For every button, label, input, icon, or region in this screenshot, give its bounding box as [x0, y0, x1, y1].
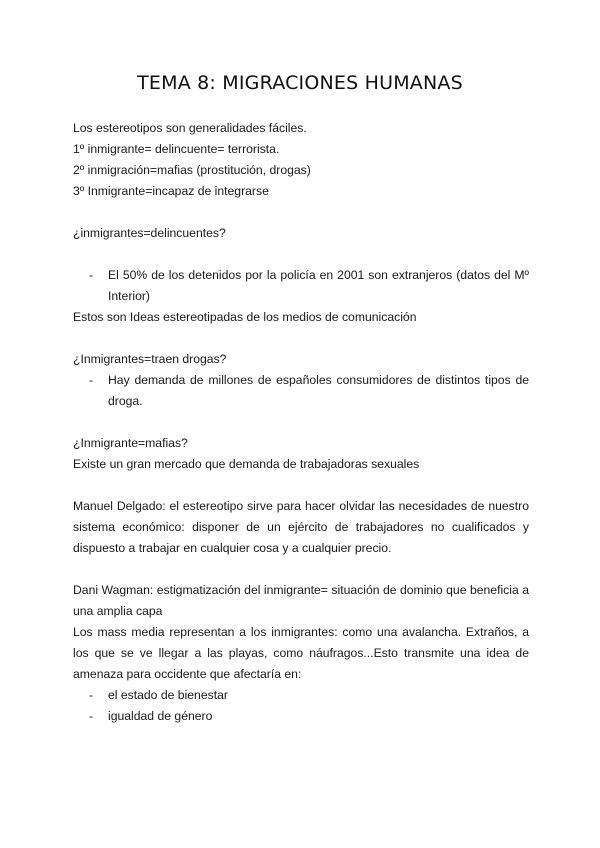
bullet-list	[73, 370, 529, 412]
mass-media-paragraph: Los mass media representan a los inmigrantes: como una avalancha. Extraños, a los que se ve llegar a las playas, como náufragos...Esto transmite una idea de amenaza para occidente que afectaría en:	[73, 625, 529, 681]
stereotype-note: Estos son Ideas estereotipadas de los medios de comunicación	[73, 310, 417, 324]
list-item	[73, 685, 529, 706]
intro-line-4: 3º Inmigrante=incapaz de integrarse	[73, 184, 269, 198]
bullet-list	[73, 265, 529, 307]
spacer	[73, 328, 529, 349]
wagman-paragraph: Dani Wagman: estigmatización del inmigrante= situación de dominio que beneficia a una amplia capa	[73, 583, 529, 618]
question-drogas: ¿Inmigrantes=traen drogas?	[73, 352, 227, 366]
question-delincuentes: ¿inmigrantes=delincuentes?	[73, 226, 226, 240]
bullet-dash: -	[89, 268, 94, 282]
bullet-text: el estado de bienestar	[108, 688, 228, 702]
bullet-dash: -	[89, 373, 94, 387]
spacer	[73, 475, 529, 496]
spacer	[73, 244, 529, 265]
bullet-text: El 50% de los detenidos por la policía en 2001 son extranjeros (datos del Mº Interior)	[108, 268, 529, 303]
mafias-text: Existe un gran mercado que demanda de trabajadoras sexuales	[73, 457, 420, 471]
intro-line-3: 2º inmigración=mafias (prostitución, drogas)	[73, 163, 311, 177]
spacer	[73, 412, 529, 433]
bullet-text: Hay demanda de millones de españoles consumidores de distintos tipos de droga.	[108, 373, 529, 408]
intro-line-1: Los estereotipos son generalidades fáciles.	[73, 121, 307, 135]
bullet-text: igualdad de género	[108, 709, 213, 723]
intro-line-2: 1º inmigrante= delincuente= terrorista.	[73, 142, 280, 156]
page-title: TEMA 8: MIGRACIONES HUMANAS	[137, 72, 463, 94]
spacer	[73, 202, 529, 223]
bullet-dash: -	[89, 688, 94, 702]
bullet-list	[73, 685, 529, 727]
list-item	[73, 706, 529, 727]
list-item	[73, 265, 529, 307]
delgado-paragraph: Manuel Delgado: el estereotipo sirve para hacer olvidar las necesidades de nuestro sistema económico: disponer de un ejército de trabajadores no cualificados y dispuesto a trabajar en cualquier cosa y a cualquier precio.	[73, 499, 529, 555]
document-body	[73, 118, 529, 727]
bullet-dash: -	[89, 709, 94, 723]
question-mafias: ¿Inmigrante=mafias?	[73, 436, 188, 450]
spacer	[73, 559, 529, 580]
list-item	[73, 370, 529, 412]
